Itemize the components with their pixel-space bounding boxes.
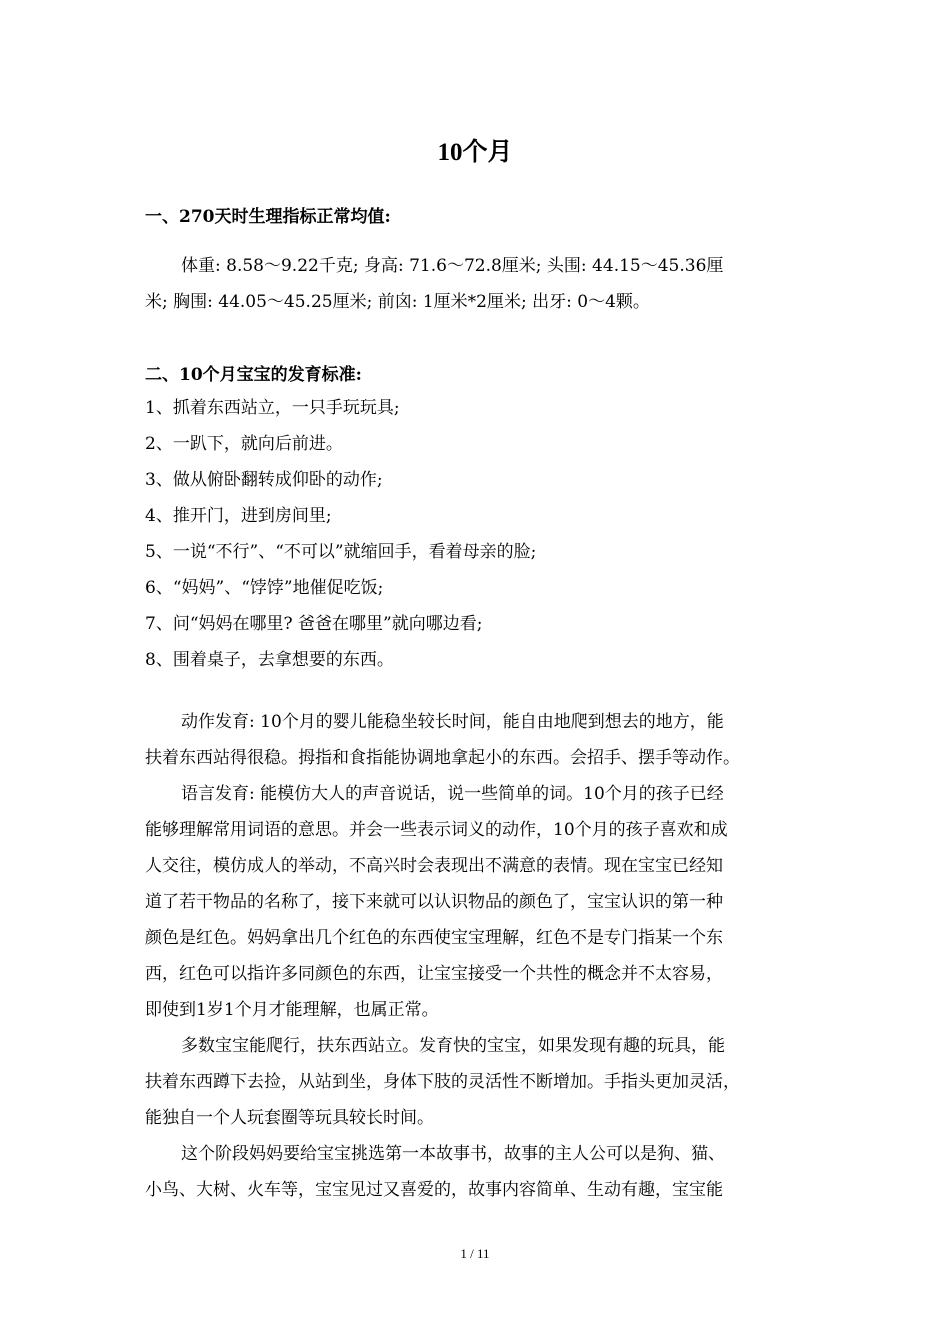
- physiology-paragraph: [145, 248, 817, 320]
- paragraph-line: 颜色是红色。妈妈拿出几个红色的东西使宝宝理解，红色不是专门指某一个东: [145, 928, 723, 948]
- storybook-paragraph: [145, 1136, 817, 1208]
- list-item: 7、问“妈妈在哪里? 爸爸在哪里”就向哪边看;: [145, 614, 483, 634]
- paragraph-line: 即使到1岁1个月才能理解，也属正常。: [145, 1000, 439, 1020]
- paragraph-line: 多数宝宝能爬行，扶东西站立。发育快的宝宝，如果发现有趣的玩具，能: [181, 1036, 725, 1056]
- paragraph-line: 能够理解常用词语的意思。并会一些表示词义的动作，10个月的孩子喜欢和成: [145, 820, 728, 840]
- list-item: 2、一趴下，就向后前进。: [145, 434, 343, 454]
- physiology-line: 体重: 8.58～9.22千克; 身高: 71.6～72.8厘米; 头围: 44.15～45.36厘: [181, 256, 724, 276]
- paragraph-line: 小鸟、大树、火车等，宝宝见过又喜爱的，故事内容简单、生动有趣，宝宝能: [145, 1180, 723, 1200]
- list-item: 6、“妈妈”、“饽饽”地催促吃饭;: [145, 578, 384, 598]
- paragraph-line: 动作发育: 10个月的婴儿能稳坐较长时间，能自由地爬到想去的地方，能: [181, 712, 724, 732]
- paragraph-line: 道了若干物品的名称了，接下来就可以认识物品的颜色了，宝宝认识的第一种: [145, 892, 723, 912]
- paragraph-line: 人交往，模仿成人的举动，不高兴时会表现出不满意的表情。现在宝宝已经知: [145, 856, 723, 876]
- list-item: 3、做从俯卧翻转成仰卧的动作;: [145, 470, 383, 490]
- physiology-line: 米; 胸围: 44.05～45.25厘米; 前囟: 1厘米*2厘米; 出牙: 0～4颗。: [145, 292, 650, 312]
- paragraph-line: 西，红色可以指许多同颜色的东西，让宝宝接受一个共性的概念并不太容易，: [145, 964, 723, 984]
- list-item: 8、围着桌子，去拿想要的东西。: [145, 650, 394, 670]
- paragraph-line: 扶着东西蹲下去捡，从站到坐，身体下肢的灵活性不断增加。手指头更加灵活，: [145, 1072, 740, 1092]
- page-number: 1 / 11: [460, 1246, 490, 1261]
- motor-development-paragraph: [145, 704, 817, 776]
- paragraph-line: 语言发育: 能模仿大人的声音说话，说一些简单的词。10个月的孩子已经: [181, 784, 724, 804]
- section1-heading: 一、270天时生理指标正常均值:: [145, 207, 391, 227]
- page-title: 10个月: [437, 139, 513, 166]
- list-item: 1、抓着东西站立，一只手玩玩具;: [145, 398, 400, 418]
- section2-heading: 二、10个月宝宝的发育标准:: [145, 365, 362, 385]
- paragraph-line: 能独自一个人玩套圈等玩具较长时间。: [145, 1108, 434, 1128]
- language-development-paragraph: [145, 776, 817, 1028]
- development-list: [145, 390, 536, 678]
- paragraph-line: 扶着东西站得很稳。拇指和食指能协调地拿起小的东西。会招手、摆手等动作。: [145, 748, 740, 768]
- list-item: 4、推开门，进到房间里;: [145, 506, 332, 526]
- crawling-paragraph: [145, 1028, 817, 1136]
- list-item: 5、一说“不行”、“不可以”就缩回手，看着母亲的脸;: [145, 542, 537, 562]
- paragraph-line: 这个阶段妈妈要给宝宝挑选第一本故事书，故事的主人公可以是狗、猫、: [181, 1144, 725, 1164]
